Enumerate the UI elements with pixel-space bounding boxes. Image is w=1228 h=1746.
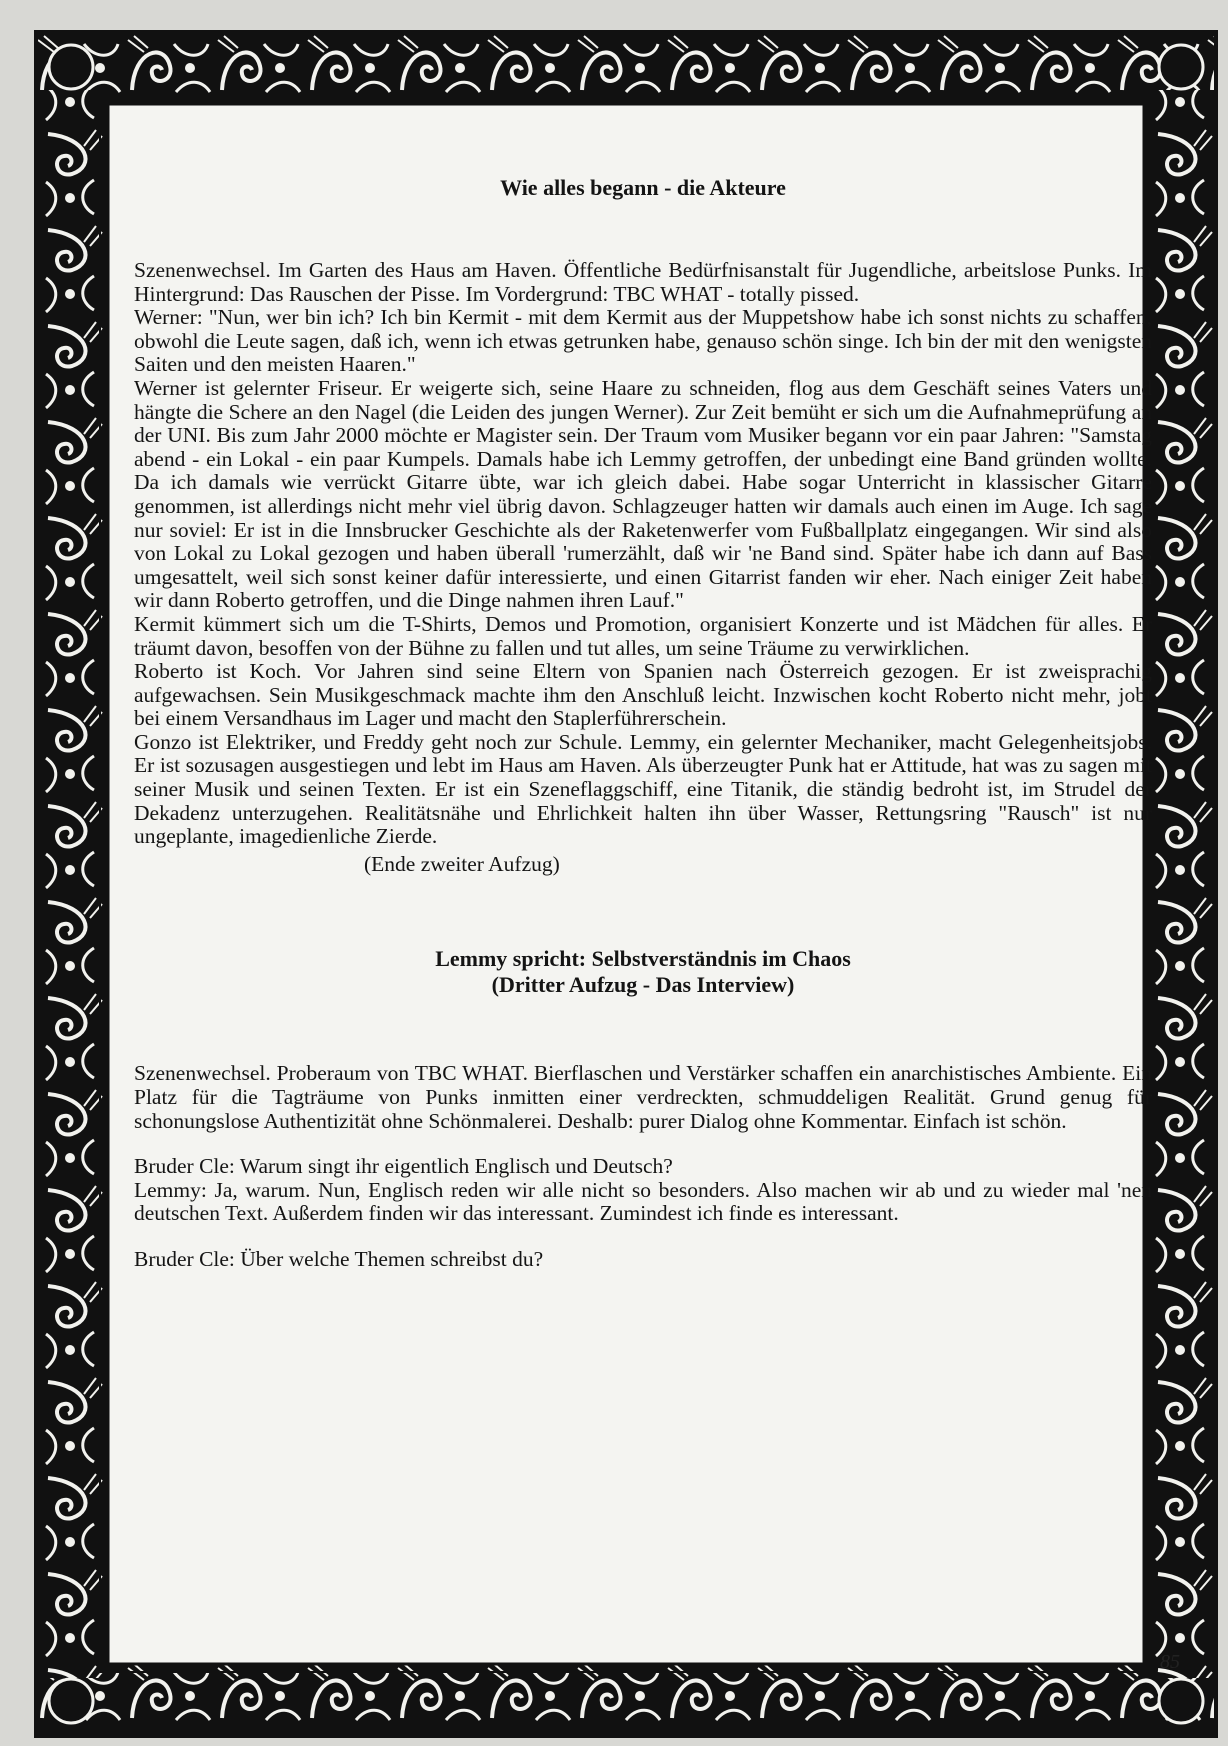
section-heading-akteure: Wie alles begann - die Akteure (500, 175, 786, 200)
paragraph-intro: Szenenwechsel. Im Garten des Haus am Haven. Öffentliche Bedürfnisanstalt für Jugendliche, arbeitslose Punks. Im Hintergrund: Das Rauschen der Pisse. Im Vordergrund: TBC WHAT - totally pissed. (134, 258, 1152, 306)
section-heading-lemmy: Lemmy spricht: Selbstverständnis im Chaos (435, 946, 851, 972)
dialog-line-question-2: Bruder Cle: Über welche Themen schreibst du? (134, 1247, 544, 1271)
paragraph-werner-quote: Werner: "Nun, wer bin ich? Ich bin Kermit - mit dem Kermit aus der Muppetshow habe ich sonst nichts zu schaffen, obwohl die Leute sagen, daß ich, wenn ich etwas getrunken habe, genauso schön singe. Ich bin der mit den wenigsten Saiten und den meisten Haaren." (134, 305, 1152, 377)
article-body (134, 175, 1152, 1272)
dialog-line-question-1: Bruder Cle: Warum singt ihr eigentlich Englisch und Deutsch? (134, 1154, 673, 1179)
section-subheading-interview: (Dritter Aufzug - Das Interview) (491, 972, 795, 998)
paragraph-kermit: Kermit kümmert sich um die T-Shirts, Demos und Promotion, organisiert Konzerte und ist Mädchen für alles. Er träumt davon, besoffen von der Bühne zu fallen und tut alles, um seine Träume zu verwirklichen. (134, 611, 1152, 660)
closing-note: (Ende zweiter Aufzug) (364, 851, 560, 876)
paragraph-roberto: Roberto ist Koch. Vor Jahren sind seine Eltern von Spanien nach Österreich gezogen. Er ist zweisprachig aufgewachsen. Sein Musikgeschmack machte ihm den Anschluß leicht. Inzwischen kocht Roberto nicht mehr, jobt bei einem Versandhaus im Lager und macht den Staplerführerschein. (134, 659, 1152, 731)
page-number: 85 (1160, 1651, 1180, 1673)
dialog-line-answer-1: Lemmy: Ja, warum. Nun, Englisch reden wir alle nicht so besonders. Also machen wir ab und zu wieder mal 'nen deutschen Text. Außerdem finden wir das interessant. Zumindest ich finde es interessant. (134, 1177, 1152, 1226)
paragraph-interview-intro: Szenenwechsel. Proberaum von TBC WHAT. Bierflaschen und Verstärker schaffen ein anarchistisches Ambiente. Ein Platz für die Tagträume von Punks inmitten einer verdreckten, schmuddeligen Realität. Grund genug für schonungslose Authentizität ohne Schönmalerei. Deshalb: purer Dialog ohne Kommentar. Einfach ist schön. (134, 1061, 1152, 1133)
paragraph-gonzo-lemmy: Gonzo ist Elektriker, und Freddy geht noch zur Schule. Lemmy, ein gelernter Mechaniker, macht Gelegenheitsjobs. Er ist sozusagen ausgestiegen und lebt im Haus am Haven. Als überzeugter Punk hat er Attitude, hat was zu sagen mit seiner Musik und seinen Texten. Er ist ein Szeneflaggschiff, eine Titanik, die ständig bedroht ist, im Strudel der Dekadenz unterzugehen. Realitätsnähe und Ehrlichkeit halten ihn über Wasser, Rettungsring "Rausch" ist nur ungeplante, imagedienliche Zierde. (134, 729, 1152, 849)
paragraph-werner-bio: Werner ist gelernter Friseur. Er weigerte sich, seine Haare zu schneiden, flog aus dem Geschäft seines Vaters und hängte die Schere an den Nagel (die Leiden des jungen Werner). Zur Zeit bemüht er sich um die Aufnahmeprüfung an der UNI. Bis zum Jahr 2000 möchte er Magister sein. Der Traum vom Musiker begann vor ein paar Jahren: "Samstag abend - ein Lokal - ein paar Kumpels. Damals habe ich Lemmy getroffen, der unbedingt eine Band gründen wollte. Da ich damals wie verrückt Gitarre übte, war ich gleich dabei. Habe sogar Unterricht in klassischer Gitarre genommen, ist allerdings nicht mehr viel übrig davon. Schlagzeuger hatten wir damals auch einen im Auge. Ich sage nur soviel: Er ist in die Innsbrucker Geschichte als der Raketenwerfer vom Fußballplatz eingegangen. Wir sind also von Lokal zu Lokal gezogen und haben überall 'rumerzählt, daß wir 'ne Band sind. Später habe ich dann auf Bass umgesattelt, weil sich sonst keiner dafür interessierte, und einen Gitarrist fanden wir eher. Nach einiger Zeit haben wir dann Roberto getroffen, und die Dinge nahmen ihren Lauf." (134, 375, 1152, 613)
